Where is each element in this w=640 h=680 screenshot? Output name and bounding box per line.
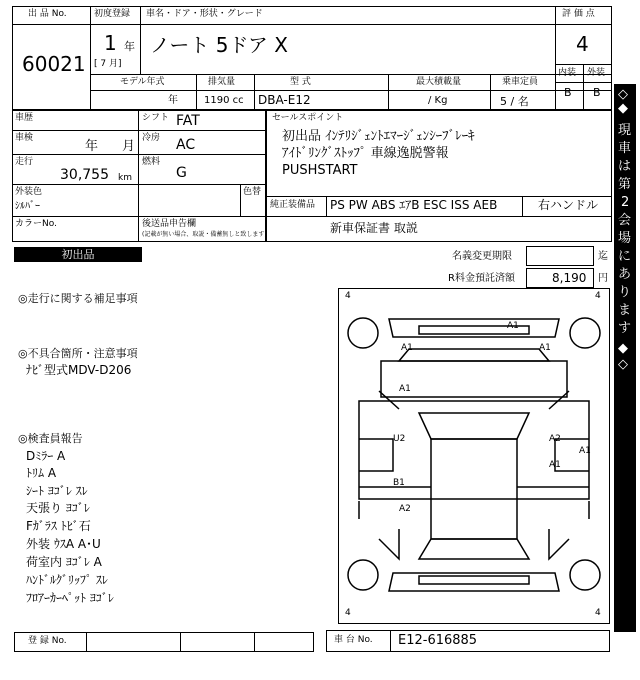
side-char: ◇	[618, 357, 628, 372]
interior-label: 内装	[558, 68, 577, 78]
recycle-fee: 8,190	[552, 271, 587, 285]
inspector-line: 外装 ｳｽA A･U	[26, 537, 101, 551]
sales-line-3: PUSHSTART	[282, 163, 358, 178]
mileage-label: 走行	[15, 157, 34, 167]
exterior-color-label: 外装色	[15, 187, 43, 197]
year-unit: 年	[124, 40, 135, 53]
inspector-line: ﾌﾛｱｰｶｰﾍﾟｯﾄ ﾖｺﾞﾚ	[26, 591, 114, 605]
displacement: 1190 cc	[204, 95, 244, 106]
damage-mark: A2	[549, 434, 561, 444]
damage-mark: A1	[507, 321, 519, 331]
name-change-box	[526, 246, 594, 266]
shift: FAT	[176, 113, 200, 129]
fuel-label: 燃料	[142, 157, 161, 167]
recycle-label: R料金預託済額	[448, 273, 515, 284]
car-diagram	[338, 288, 610, 624]
documents: 新車保証書 取説	[330, 221, 418, 235]
exterior-label: 外装	[587, 68, 606, 78]
post-shipment-label: 後送品申告欄	[142, 219, 197, 229]
capacity: 5 / 名	[500, 95, 529, 108]
chassis-label: 車 台 No.	[334, 635, 373, 645]
first-registration-label: 初度登録	[94, 9, 131, 19]
side-char: り	[618, 285, 632, 300]
max-load-label: 最大積載量	[416, 77, 462, 87]
score-label: 評 価 点	[562, 9, 595, 19]
sales-line-1: 初出品 ｲﾝﾃﾘｼﾞｪﾝﾄｴﾏｰｼﾞｪﾝｼｰﾌﾞﾚｰｷ	[282, 129, 475, 144]
first-registration-month: [ 7 月]	[94, 59, 122, 69]
side-char: 場	[618, 231, 632, 246]
shift-label: シフト	[142, 113, 170, 123]
tire-rear-left: 4	[345, 608, 351, 618]
sales-point-label: セールスポイント	[272, 113, 344, 123]
tire-front-left: 4	[345, 291, 351, 301]
car-outline	[339, 289, 609, 623]
damage-mark: A1	[401, 343, 413, 353]
first-listing-badge	[14, 247, 142, 262]
side-char: 2	[621, 195, 630, 210]
inspector-line: Fｶﾞﾗｽ ﾄﾋﾞ石	[26, 519, 91, 533]
ac-label: 冷房	[142, 133, 161, 143]
color-number-label: カラーNo.	[15, 219, 57, 229]
displacement-label: 排気量	[208, 77, 236, 87]
interior-grade: B	[564, 86, 572, 99]
car-name: ノート 5ドア X	[150, 33, 288, 57]
inspector-line: 天張り ﾖｺﾞﾚ	[26, 501, 90, 515]
capacity-label: 乗車定員	[502, 77, 539, 87]
side-char: ま	[618, 303, 632, 318]
side-char: ◆	[618, 341, 628, 356]
chassis-number: E12-616885	[398, 633, 478, 648]
inspector-line: 荷室内 ﾖｺﾞﾚ A	[26, 555, 102, 569]
model-year-label: モデル年式	[120, 77, 165, 87]
car-name-label: 車名・ドア・形状・グレード	[146, 9, 263, 19]
side-char: に	[618, 249, 632, 264]
damage-mark: A1	[549, 460, 561, 470]
equipment: PS PW ABS ｴｱB ESC ISS AEB	[330, 198, 498, 212]
fuel: G	[176, 165, 187, 181]
inspector-line: ｼｰﾄ ﾖｺﾞﾚ ｽﾚ	[26, 484, 88, 498]
type-label: 型 式	[290, 77, 311, 87]
side-char: 現	[618, 123, 632, 138]
inspector-line: ﾊﾝﾄﾞﾙｸﾞﾘｯﾌﾟ ｽﾚ	[26, 573, 108, 587]
side-char: は	[618, 159, 632, 174]
side-banner	[614, 84, 636, 632]
first-registration-year: 1	[104, 31, 117, 55]
inspector-label: ◎検査員報告	[18, 432, 83, 445]
mileage: 30,755	[60, 167, 109, 183]
side-char: ◆	[618, 101, 628, 116]
side-char: ◇	[618, 87, 628, 102]
damage-mark: A1	[539, 343, 551, 353]
supplement-label: ◎走行に関する補足事項	[18, 292, 138, 305]
damage-mark: B1	[393, 478, 405, 488]
side-char: す	[618, 321, 632, 336]
side-char: あ	[618, 267, 632, 282]
air-conditioner: AC	[176, 137, 196, 153]
lot-number-label: 出 品 No.	[28, 9, 67, 19]
damage-mark: A2	[399, 504, 411, 514]
damage-mark: A1	[579, 446, 591, 456]
lot-number: 60021	[22, 52, 86, 76]
damage-mark: U2	[393, 434, 406, 444]
inspection-year: 年	[85, 139, 99, 154]
inspection-label: 車検	[15, 133, 34, 143]
side-char: 会	[618, 213, 632, 228]
tire-rear-right: 4	[595, 608, 601, 618]
inspector-line: Dﾐﾗｰ A	[26, 449, 66, 463]
inspection-month: 月	[122, 139, 136, 154]
equipment-label: 純正装備品	[270, 200, 316, 210]
name-change-label: 名義変更期限	[452, 251, 512, 262]
score: 4	[576, 32, 589, 56]
side-char: 第	[618, 177, 632, 192]
color-change-label: 色替	[243, 187, 262, 197]
max-load: / Kg	[428, 95, 448, 106]
mileage-unit: km	[118, 173, 132, 183]
exterior-grade: B	[593, 86, 601, 99]
damage-mark: A1	[399, 384, 411, 394]
defect-label: ◎不具合箇所・注意事項	[18, 347, 138, 360]
exterior-color: ｼﾙﾊﾞｰ	[15, 201, 40, 212]
defect-line: ﾅﾋﾞ型式MDV-D206	[26, 363, 132, 377]
inspector-line: ﾄﾘﾑ A	[26, 466, 57, 480]
tire-front-right: 4	[595, 291, 601, 301]
side-char: 車	[618, 141, 632, 156]
steering-side: 右ハンドル	[538, 198, 599, 212]
registration-label: 登 録 No.	[28, 636, 67, 646]
model-type: DBA-E12	[258, 93, 311, 107]
name-change-unit: 迄	[598, 251, 608, 262]
sales-line-2: ｱｲﾄﾞﾘﾝｸﾞｽﾄｯﾌﾟ 車線逸脱警報	[282, 146, 449, 161]
post-shipment-note: (記載が無い場合、取説・備蓄無しと致します)	[142, 231, 267, 238]
history-label: 車歴	[15, 113, 34, 123]
recycle-unit: 円	[598, 273, 608, 284]
model-year-unit: 年	[168, 95, 178, 106]
first-listing-text: 初出品	[61, 248, 95, 261]
